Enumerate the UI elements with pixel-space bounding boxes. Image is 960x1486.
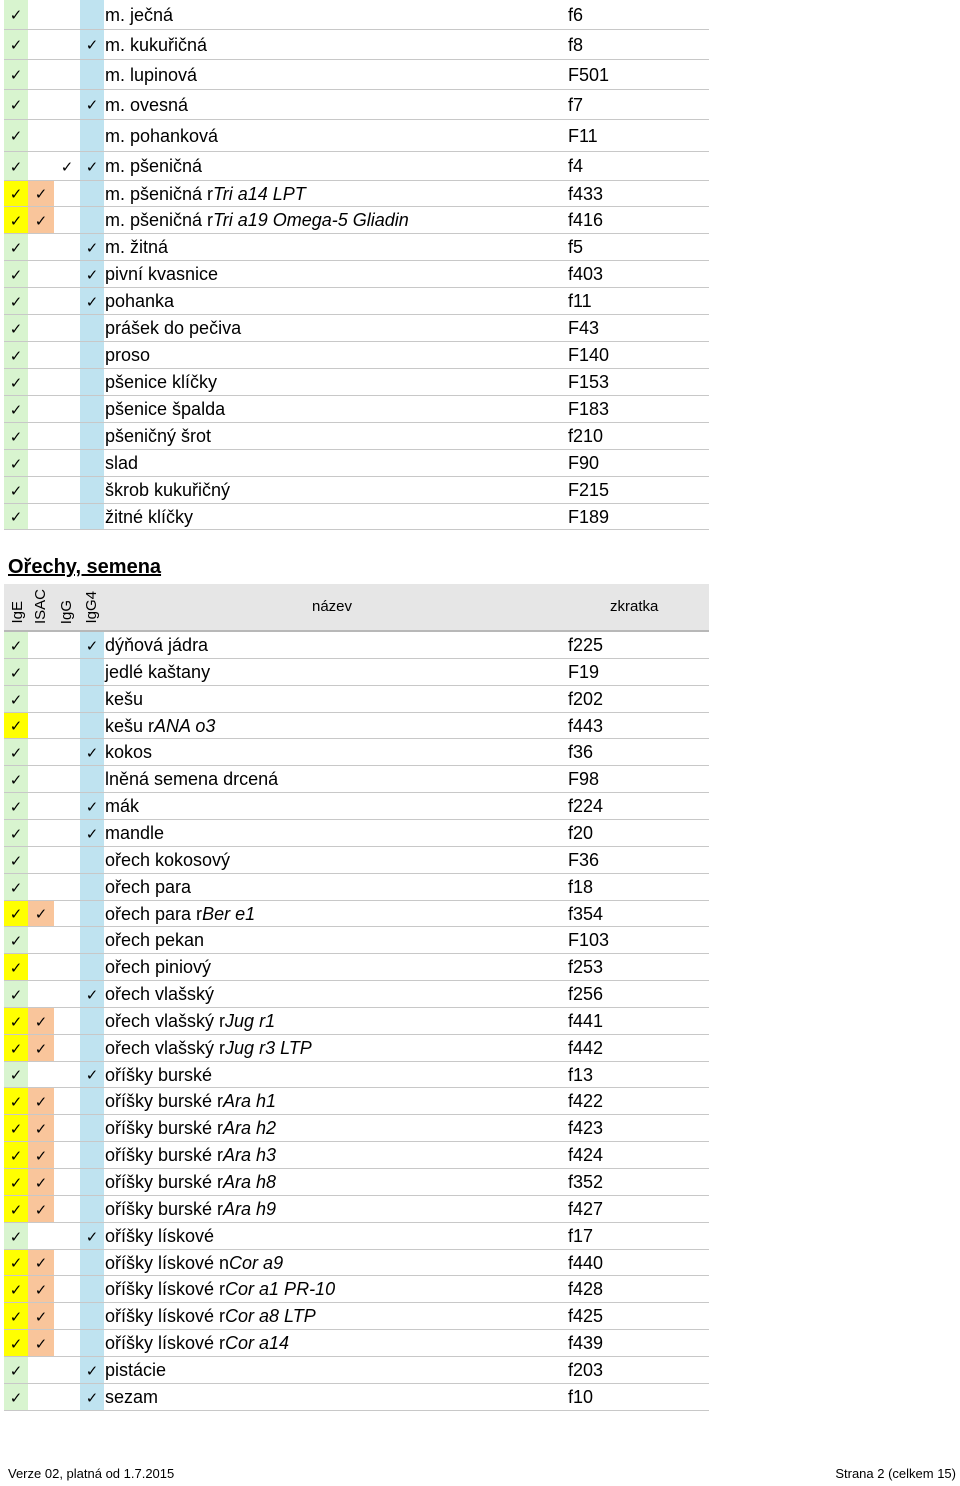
table-row [4,1196,709,1223]
check-icon: ✓ [9,878,23,897]
row-divider [4,632,709,659]
table-row [4,1276,709,1303]
allergen-code: F90 [568,453,600,473]
allergen-name-text: oříšky burské r [105,1118,224,1138]
row-divider [4,181,709,207]
allergen-name-text: ořech vlašský r [105,1011,226,1031]
allergen-name-text: dýňová jádra [105,635,209,655]
check-icon: ✓ [9,1092,23,1111]
check-icon: ✓ [9,481,23,500]
table-row [4,1250,709,1276]
check-icon: ✓ [9,1066,23,1084]
allergen-name-text: proso [105,345,151,365]
check-icon: ✓ [85,36,99,54]
check-icon: ✓ [9,6,23,24]
allergen-name-text: ořech piniový [105,957,212,977]
check-icon: ✓ [85,265,99,284]
check-icon: ✓ [9,96,23,114]
table-row [4,120,709,152]
allergen-component: Tri a19 Omega-5 Gliadin [213,210,409,230]
allergen-code: F103 [568,930,610,950]
check-icon: ✓ [85,238,99,257]
table-row [4,90,709,120]
check-icon: ✓ [85,96,99,114]
row-divider [4,901,709,927]
allergen-code: f18 [568,877,594,897]
allergen-name-text: pohanka [105,291,175,311]
check-icon: ✓ [9,985,23,1004]
header-ige: IgE [9,601,26,624]
allergen-name-text: pšeničný šrot [105,426,212,446]
check-icon: ✓ [9,1307,23,1326]
allergen-code: F43 [568,318,600,338]
table-row [4,981,709,1008]
check-icon: ✓ [9,238,23,257]
allergen-code: f36 [568,742,594,762]
allergen-name-text: pivní kvasnice [105,264,219,284]
row-divider [4,874,709,901]
table-row [4,1169,709,1196]
check-icon: ✓ [85,743,99,762]
row-divider [4,1169,709,1196]
allergen-name-text: pšenice klíčky [105,372,218,392]
row-divider [4,1196,709,1223]
row-divider [4,342,709,369]
allergen-name-text: pšenice špalda [105,399,226,419]
check-icon: ✓ [34,1012,48,1031]
allergen-name-text: ořech vlašský [105,984,215,1004]
check-icon: ✓ [34,1334,48,1353]
allergen-code: f20 [568,823,594,843]
table-row [4,1035,709,1062]
check-icon: ✓ [9,797,23,816]
check-icon: ✓ [34,185,48,203]
allergen-component: Jug r1 [225,1011,276,1031]
row-divider [4,90,709,120]
allergen-name-text: lněná semena drcená [105,769,279,789]
table-row [4,261,709,288]
row-divider [4,60,709,90]
allergen-name-text: slad [105,453,139,473]
table-row [4,30,709,60]
check-icon: ✓ [85,824,99,843]
row-divider [4,981,709,1008]
table-row [4,659,709,686]
check-icon: ✓ [34,1280,48,1299]
row-divider [4,1250,709,1276]
check-icon: ✓ [9,690,23,709]
allergen-name-text: oříšky burské [105,1064,213,1085]
allergen-code: f203 [568,1360,604,1380]
allergen-component: Cor a1 PR-10 [225,1279,336,1299]
allergen-code: f11 [568,291,592,311]
allergen-code: f256 [568,984,604,1004]
allergen-name-text: škrob kukuřičný [105,480,231,500]
allergen-name-text: oříšky burské r [105,1172,224,1192]
check-icon: ✓ [9,292,23,311]
allergen-code: F36 [568,850,600,870]
check-icon: ✓ [9,1200,23,1219]
check-icon: ✓ [9,851,23,870]
check-icon: ✓ [9,319,23,338]
table-row [4,181,709,207]
row-divider [4,0,709,30]
row-divider [4,261,709,288]
check-icon: ✓ [34,211,48,230]
table-row [4,234,709,261]
table-row [4,342,709,369]
row-divider [4,1357,709,1384]
check-icon: ✓ [9,636,23,655]
check-icon: ✓ [9,1119,23,1138]
allergen-code: f425 [568,1306,604,1326]
row-divider [4,120,709,152]
allergen-code: f403 [568,264,604,284]
check-icon: ✓ [9,1227,23,1246]
row-divider [4,1384,709,1411]
allergen-component: Cor a14 [225,1333,290,1353]
check-icon: ✓ [9,454,23,473]
check-icon: ✓ [9,157,23,176]
check-icon: ✓ [9,1039,23,1058]
table-row [4,927,709,954]
allergen-code: f8 [568,34,584,55]
allergen-code: f5 [568,237,584,257]
row-divider [4,659,709,686]
check-icon: ✓ [9,905,23,923]
check-icon: ✓ [9,717,23,735]
row-divider [4,1276,709,1303]
check-icon: ✓ [9,1173,23,1192]
check-icon: ✓ [9,743,23,762]
allergen-name-text: jedlé kaštany [105,662,211,682]
row-divider [4,713,709,739]
check-icon: ✓ [9,373,23,392]
allergen-code: f354 [568,903,604,924]
allergen-code: f416 [568,210,604,230]
row-divider [4,686,709,713]
check-icon: ✓ [85,292,99,311]
allergen-name-text: pistácie [105,1360,167,1380]
allergen-name-text: oříšky lískové r [105,1279,226,1299]
table-row [4,60,709,90]
table-row [4,207,709,234]
table-row [4,1088,709,1115]
check-icon: ✓ [9,1012,23,1031]
check-icon: ✓ [85,1388,99,1407]
allergen-component: Ara h1 [223,1091,277,1111]
row-divider [4,504,709,530]
allergen-name-text: mandle [105,823,165,843]
check-icon: ✓ [9,36,23,54]
check-icon: ✓ [9,508,23,526]
row-divider [4,1115,709,1142]
table-row [4,1062,709,1088]
check-icon: ✓ [9,185,23,203]
allergen-name-text: ořech para [105,877,192,897]
check-icon: ✓ [34,1119,48,1138]
table-row [4,954,709,981]
allergen-code: F183 [568,399,610,419]
allergen-code: f253 [568,957,604,977]
allergen-name-text: oříšky burské r [105,1091,224,1111]
check-icon: ✓ [9,427,23,446]
allergen-name-text: oříšky lískové r [105,1333,226,1353]
table-row [4,1330,709,1357]
allergen-code: F98 [568,769,600,789]
check-icon: ✓ [34,1307,48,1326]
footer-version: Verze 02, platná od 1.7.2015 [8,1466,175,1481]
table-row [4,315,709,342]
allergen-name-text: ořech vlašský r [105,1038,226,1058]
allergen-component: Cor a9 [229,1252,284,1273]
table-row [4,766,709,793]
check-icon: ✓ [34,1200,48,1219]
allergen-code: F501 [568,64,610,85]
allergen-name-text: m. pšeničná [105,156,203,176]
check-icon: ✓ [9,400,23,419]
allergen-component: ANA o3 [154,715,216,736]
table-row [4,847,709,874]
allergen-code: f440 [568,1252,604,1273]
allergen-component: Ara h9 [223,1199,277,1219]
check-icon: ✓ [85,797,99,816]
allergen-code: f443 [568,715,604,736]
check-icon: ✓ [9,211,23,230]
table-row [4,686,709,713]
row-divider [4,1062,709,1088]
allergen-name-text: oříšky lískové n [105,1252,230,1273]
allergen-code: f352 [568,1172,604,1192]
row-divider [4,477,709,504]
allergen-code: F19 [568,662,600,682]
allergen-code: f17 [568,1226,594,1246]
check-icon: ✓ [85,157,99,176]
check-icon: ✓ [9,958,23,977]
allergen-code: f10 [568,1387,594,1407]
table-row [4,1008,709,1035]
table-row [4,0,709,30]
table-row [4,739,709,766]
allergen-code: f441 [568,1011,604,1031]
allergen-component: Cor a8 LTP [225,1306,316,1326]
table-row [4,901,709,927]
row-divider [4,396,709,423]
table-row [4,713,709,739]
table-row [4,288,709,315]
allergen-name-text: m. pohanková [105,125,219,146]
check-icon: ✓ [9,66,23,84]
row-divider [4,288,709,315]
check-icon: ✓ [9,824,23,843]
row-divider [4,1303,709,1330]
row-divider [4,793,709,820]
allergen-code: f439 [568,1333,604,1353]
table-row [4,504,709,530]
check-icon: ✓ [34,1254,48,1272]
allergen-code: f4 [568,156,584,176]
check-icon: ✓ [85,1227,99,1246]
allergen-name-text: m. kukuřičná [105,34,208,55]
allergen-code: f7 [568,94,584,115]
check-icon: ✓ [34,1146,48,1165]
allergen-name-text: sezam [105,1387,159,1407]
table-row [4,423,709,450]
check-icon: ✓ [9,1146,23,1165]
allergen-name-text: oříšky lískové [105,1226,215,1246]
check-icon: ✓ [9,127,23,145]
table-row [4,1142,709,1169]
check-icon: ✓ [85,1066,99,1084]
check-icon: ✓ [34,905,48,923]
table-row [4,396,709,423]
allergen-code: f427 [568,1199,604,1219]
allergen-code: F215 [568,480,610,500]
section-title-nuts: Ořechy, semena [8,556,162,578]
allergen-code: F140 [568,345,610,365]
table-row [4,477,709,504]
allergen-code: f210 [568,426,604,446]
check-icon: ✓ [9,663,23,682]
header-igg: IgG [58,599,75,624]
allergen-name-text: prášek do pečiva [105,318,242,338]
allergen-code: F189 [568,506,610,527]
check-icon: ✓ [9,265,23,284]
header-isac: ISAC [32,588,49,624]
allergen-code: F153 [568,372,610,392]
allergen-code: f433 [568,183,604,204]
check-icon: ✓ [34,1039,48,1058]
allergen-code: f6 [568,4,584,25]
allergen-name-text: oříšky burské r [105,1199,224,1219]
row-divider [4,1223,709,1250]
check-icon: ✓ [85,636,99,655]
check-icon: ✓ [9,770,23,789]
allergen-name-text: kokos [105,742,153,762]
table-row [4,369,709,396]
check-icon: ✓ [9,1361,23,1380]
check-icon: ✓ [9,1388,23,1407]
row-divider [4,207,709,234]
check-icon: ✓ [9,1280,23,1299]
allergen-name-text: m. pšeničná r [105,210,214,230]
allergen-name-text: oříšky lískové r [105,1306,226,1326]
allergen-name-text: m. ječná [105,4,174,25]
row-divider [4,954,709,981]
table-row [4,152,709,181]
allergen-name-text: m. lupinová [105,64,198,85]
allergen-name-text: ořech pekan [105,930,205,950]
allergen-name-text: oříšky burské r [105,1145,224,1165]
table-row [4,1384,709,1411]
row-divider [4,423,709,450]
check-icon: ✓ [34,1173,48,1192]
allergen-component: Ber e1 [202,903,256,924]
row-divider [4,927,709,954]
row-divider [4,30,709,60]
table-header [4,584,709,632]
table-row [4,820,709,847]
header-igg4: IgG4 [83,591,100,624]
table-row [4,1115,709,1142]
table-row [4,1223,709,1250]
allergen-code: f224 [568,796,604,816]
allergen-code: f423 [568,1118,604,1138]
check-icon: ✓ [9,1254,23,1272]
row-divider [4,820,709,847]
check-icon: ✓ [9,931,23,950]
row-divider [4,1088,709,1115]
header-code: zkratka [610,598,659,615]
row-divider [4,847,709,874]
row-divider [4,234,709,261]
table-row [4,1357,709,1384]
allergen-code: f424 [568,1145,604,1165]
row-divider [4,1142,709,1169]
allergen-code: F11 [568,125,598,146]
allergen-name-text: kešu [105,689,144,709]
header-name: název [312,598,353,615]
row-divider [4,766,709,793]
allergen-name-text: ořech kokosový [105,850,231,870]
row-divider [4,369,709,396]
allergen-name-text: m. ovesná [105,94,189,115]
check-icon: ✓ [9,346,23,365]
allergen-name-text: kešu r [105,715,155,736]
table-row [4,632,709,659]
allergen-name-text: žitné klíčky [105,506,194,527]
allergen-name-text: ořech para r [105,903,203,924]
check-icon: ✓ [60,157,74,176]
allergen-name-text: m. žitná [105,237,169,257]
row-divider [4,152,709,181]
check-icon: ✓ [85,985,99,1004]
allergen-code: f225 [568,635,604,655]
row-divider [4,1035,709,1062]
allergen-code: f422 [568,1091,604,1111]
table-row [4,1303,709,1330]
row-divider [4,315,709,342]
allergen-component: Ara h8 [223,1172,277,1192]
row-divider [4,1330,709,1357]
allergen-component: Jug r3 LTP [225,1038,312,1058]
check-icon: ✓ [85,1361,99,1380]
allergen-component: Tri a14 LPT [213,183,306,204]
check-icon: ✓ [34,1092,48,1111]
row-divider [4,739,709,766]
allergen-name-text: m. pšeničná r [105,183,214,204]
table-row [4,793,709,820]
allergen-code: f202 [568,689,604,709]
allergen-code: f13 [568,1064,594,1085]
allergen-component: Ara h3 [223,1145,277,1165]
check-icon: ✓ [9,1334,23,1353]
allergen-name-text: mák [105,796,140,816]
table-row [4,874,709,901]
row-divider [4,450,709,477]
allergen-component: Ara h2 [223,1118,277,1138]
allergen-code: f442 [568,1038,604,1058]
footer-page: Strana 2 (celkem 15) [835,1466,956,1481]
table-row [4,450,709,477]
row-divider [4,1008,709,1035]
allergen-code: f428 [568,1279,604,1299]
